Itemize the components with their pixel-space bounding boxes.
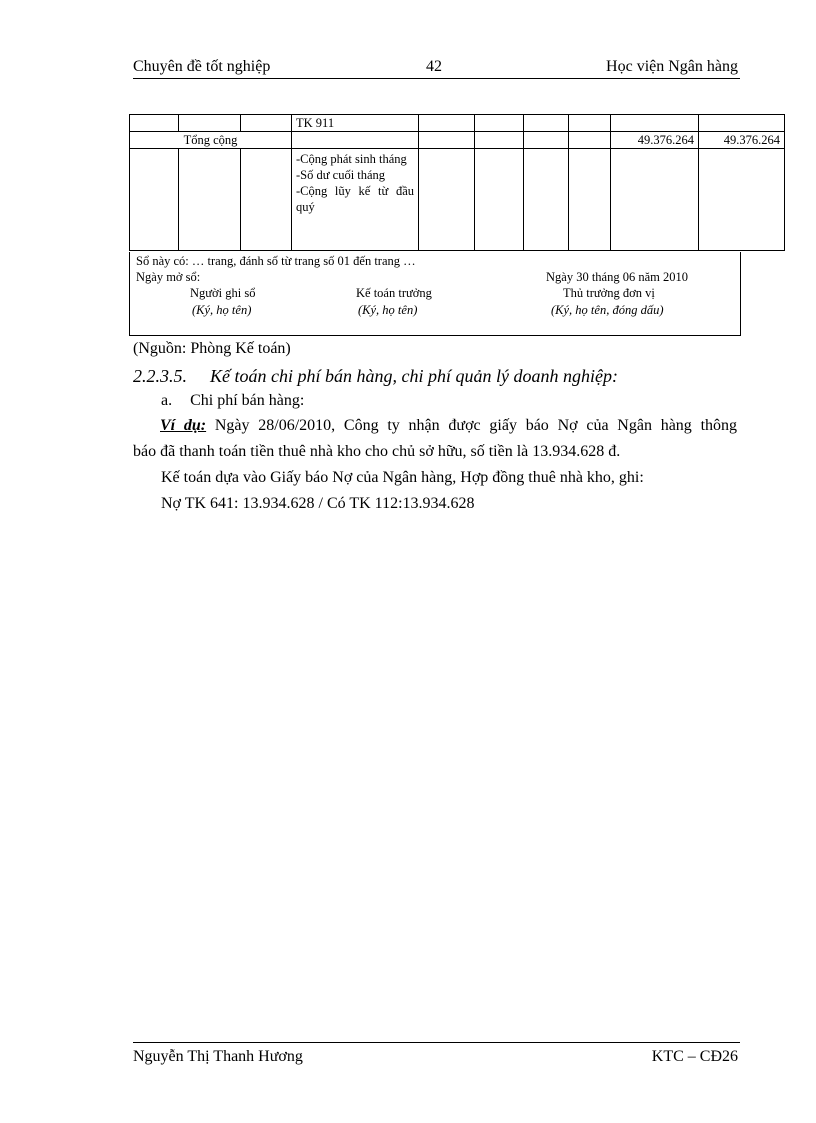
head-sign-note: (Ký, họ tên, đóng dấu): [551, 303, 664, 317]
summary-line-2: -Số dư cuối tháng: [296, 168, 386, 182]
summary-line-3: -Cộng lũy kế từ đầu quý: [296, 184, 414, 214]
signoff-date: Ngày 30 tháng 06 năm 2010: [546, 270, 688, 284]
header-left: Chuyên đề tốt nghiệp: [133, 58, 271, 75]
header-rule: [133, 78, 740, 79]
example-label: Ví dụ:: [160, 417, 207, 434]
section-number: 2.2.3.5.: [133, 366, 187, 386]
total-debit: 49.376.264: [611, 132, 699, 149]
table-row: [130, 149, 785, 251]
ledger-table: [129, 114, 785, 251]
total-label: Tổng cộng: [130, 132, 292, 149]
recorder-sign-note: (Ký, họ tên): [192, 303, 252, 317]
signoff-box: [129, 252, 741, 336]
header-right: Học viện Ngân hàng: [606, 58, 738, 75]
recorder-title: Người ghi sổ: [190, 286, 256, 300]
chief-accountant-title: Kế toán trưởng: [356, 286, 432, 300]
section-heading: [133, 363, 618, 389]
paragraph-2: Kế toán dựa vào Giấy báo Nợ của Ngân hàng, Hợp đồng thuê nhà kho, ghi:: [161, 469, 644, 486]
example-text-line1: Ngày 28/06/2010, Công ty nhận được giấy báo Nợ của Ngân hàng thông: [214, 417, 738, 434]
item-a: [161, 388, 304, 414]
total-credit: 49.376.264: [699, 132, 785, 149]
chief-sign-note: (Ký, họ tên): [358, 303, 418, 317]
source-note: (Nguồn: Phòng Kế toán): [133, 340, 291, 357]
item-a-marker: a.: [161, 392, 173, 409]
item-a-text: Chi phí bán hàng:: [190, 392, 305, 409]
table-row: [130, 132, 785, 149]
example-paragraph-line1: [133, 413, 737, 439]
head-title: Thủ trưởng đơn vị: [563, 286, 655, 300]
footer-rule: [133, 1042, 740, 1043]
open-date-label: Ngày mở sổ:: [136, 270, 201, 284]
footer-left: Nguyễn Thị Thanh Hương: [133, 1048, 303, 1065]
page-number: 42: [426, 58, 442, 75]
footer-right: KTC – CĐ26: [651, 1048, 738, 1065]
table-row: [130, 115, 785, 132]
example-text-line2: báo đã thanh toán tiền thuê nhà kho cho chủ sở hữu, số tiền là 13.934.628 đ.: [133, 443, 621, 460]
summary-line-1: -Cộng phát sinh tháng: [296, 152, 407, 166]
pages-note: Sổ này có: … trang, đánh số từ trang số 01 đến trang …: [136, 254, 416, 268]
section-title: Kế toán chi phí bán hàng, chi phí quản lý doanh nghiệp:: [210, 366, 618, 386]
tk-cell: TK 911: [292, 115, 419, 132]
paragraph-3: Nợ TK 641: 13.934.628 / Có TK 112:13.934.628: [161, 495, 475, 512]
